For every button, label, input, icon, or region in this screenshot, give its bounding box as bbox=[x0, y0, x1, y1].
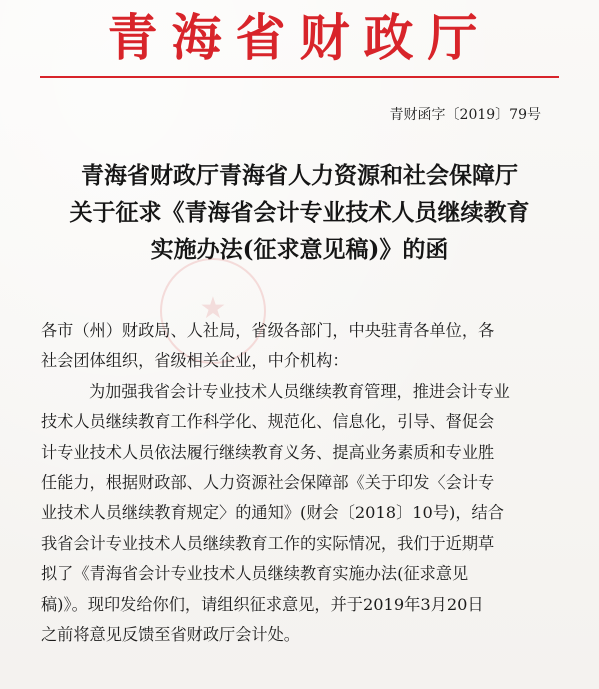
body-line: 为加强我省会计专业技术人员继续教育管理，推进会计专业 bbox=[89, 381, 510, 401]
body-line: 任能力，根据财政部、人力资源社会保障部《关于印发〈会计专 bbox=[41, 473, 495, 493]
body-line: 各市（州）财政局、人社局，省级各部门，中央驻青各单位，各 bbox=[41, 321, 495, 340]
document-number: 青财函字〔2019〕79号 bbox=[389, 107, 541, 123]
seal-star-icon: ★ bbox=[199, 291, 227, 326]
letterhead-red-rule bbox=[40, 76, 559, 78]
body-line: 拟了《青海省会计专业技术人员继续教育实施办法(征求意见 bbox=[41, 564, 469, 584]
body-line: 我省会计专业技术人员继续教育工作的实际情况，我们于近期草 bbox=[41, 533, 495, 553]
document-title bbox=[40, 157, 559, 268]
body-line: 稿)》。现印发给你们，请组织征求意见，并于2019年3月20日 bbox=[41, 594, 484, 614]
title-line-2: 关于征求《青海省会计专业技术人员继续教育 bbox=[69, 199, 530, 226]
body-line: 社会团体组织，省级相关企业，中介机构： bbox=[41, 351, 349, 371]
letterhead bbox=[0, 0, 599, 78]
body-line: 业技术人员继续教育规定〉的通知》(财会〔2018〕10号)，结合 bbox=[41, 503, 504, 523]
title-line-1: 青海省财政厅青海省人力资源和社会保障厅 bbox=[81, 162, 518, 189]
body-line: 之前将意见反馈至省财政厅会计处。 bbox=[41, 625, 300, 645]
document-body bbox=[41, 316, 565, 650]
body-line: 计专业技术人员依法履行继续教育义务、提高业务素质和专业胜 bbox=[41, 442, 495, 462]
body-line: 技术人员继续教育工作科学化、规范化、信息化，引导、督促会 bbox=[41, 412, 495, 432]
office-name: 青海省财政厅 bbox=[107, 8, 492, 67]
title-line-3: 实施办法(征求意见稿)》的函 bbox=[150, 236, 449, 263]
